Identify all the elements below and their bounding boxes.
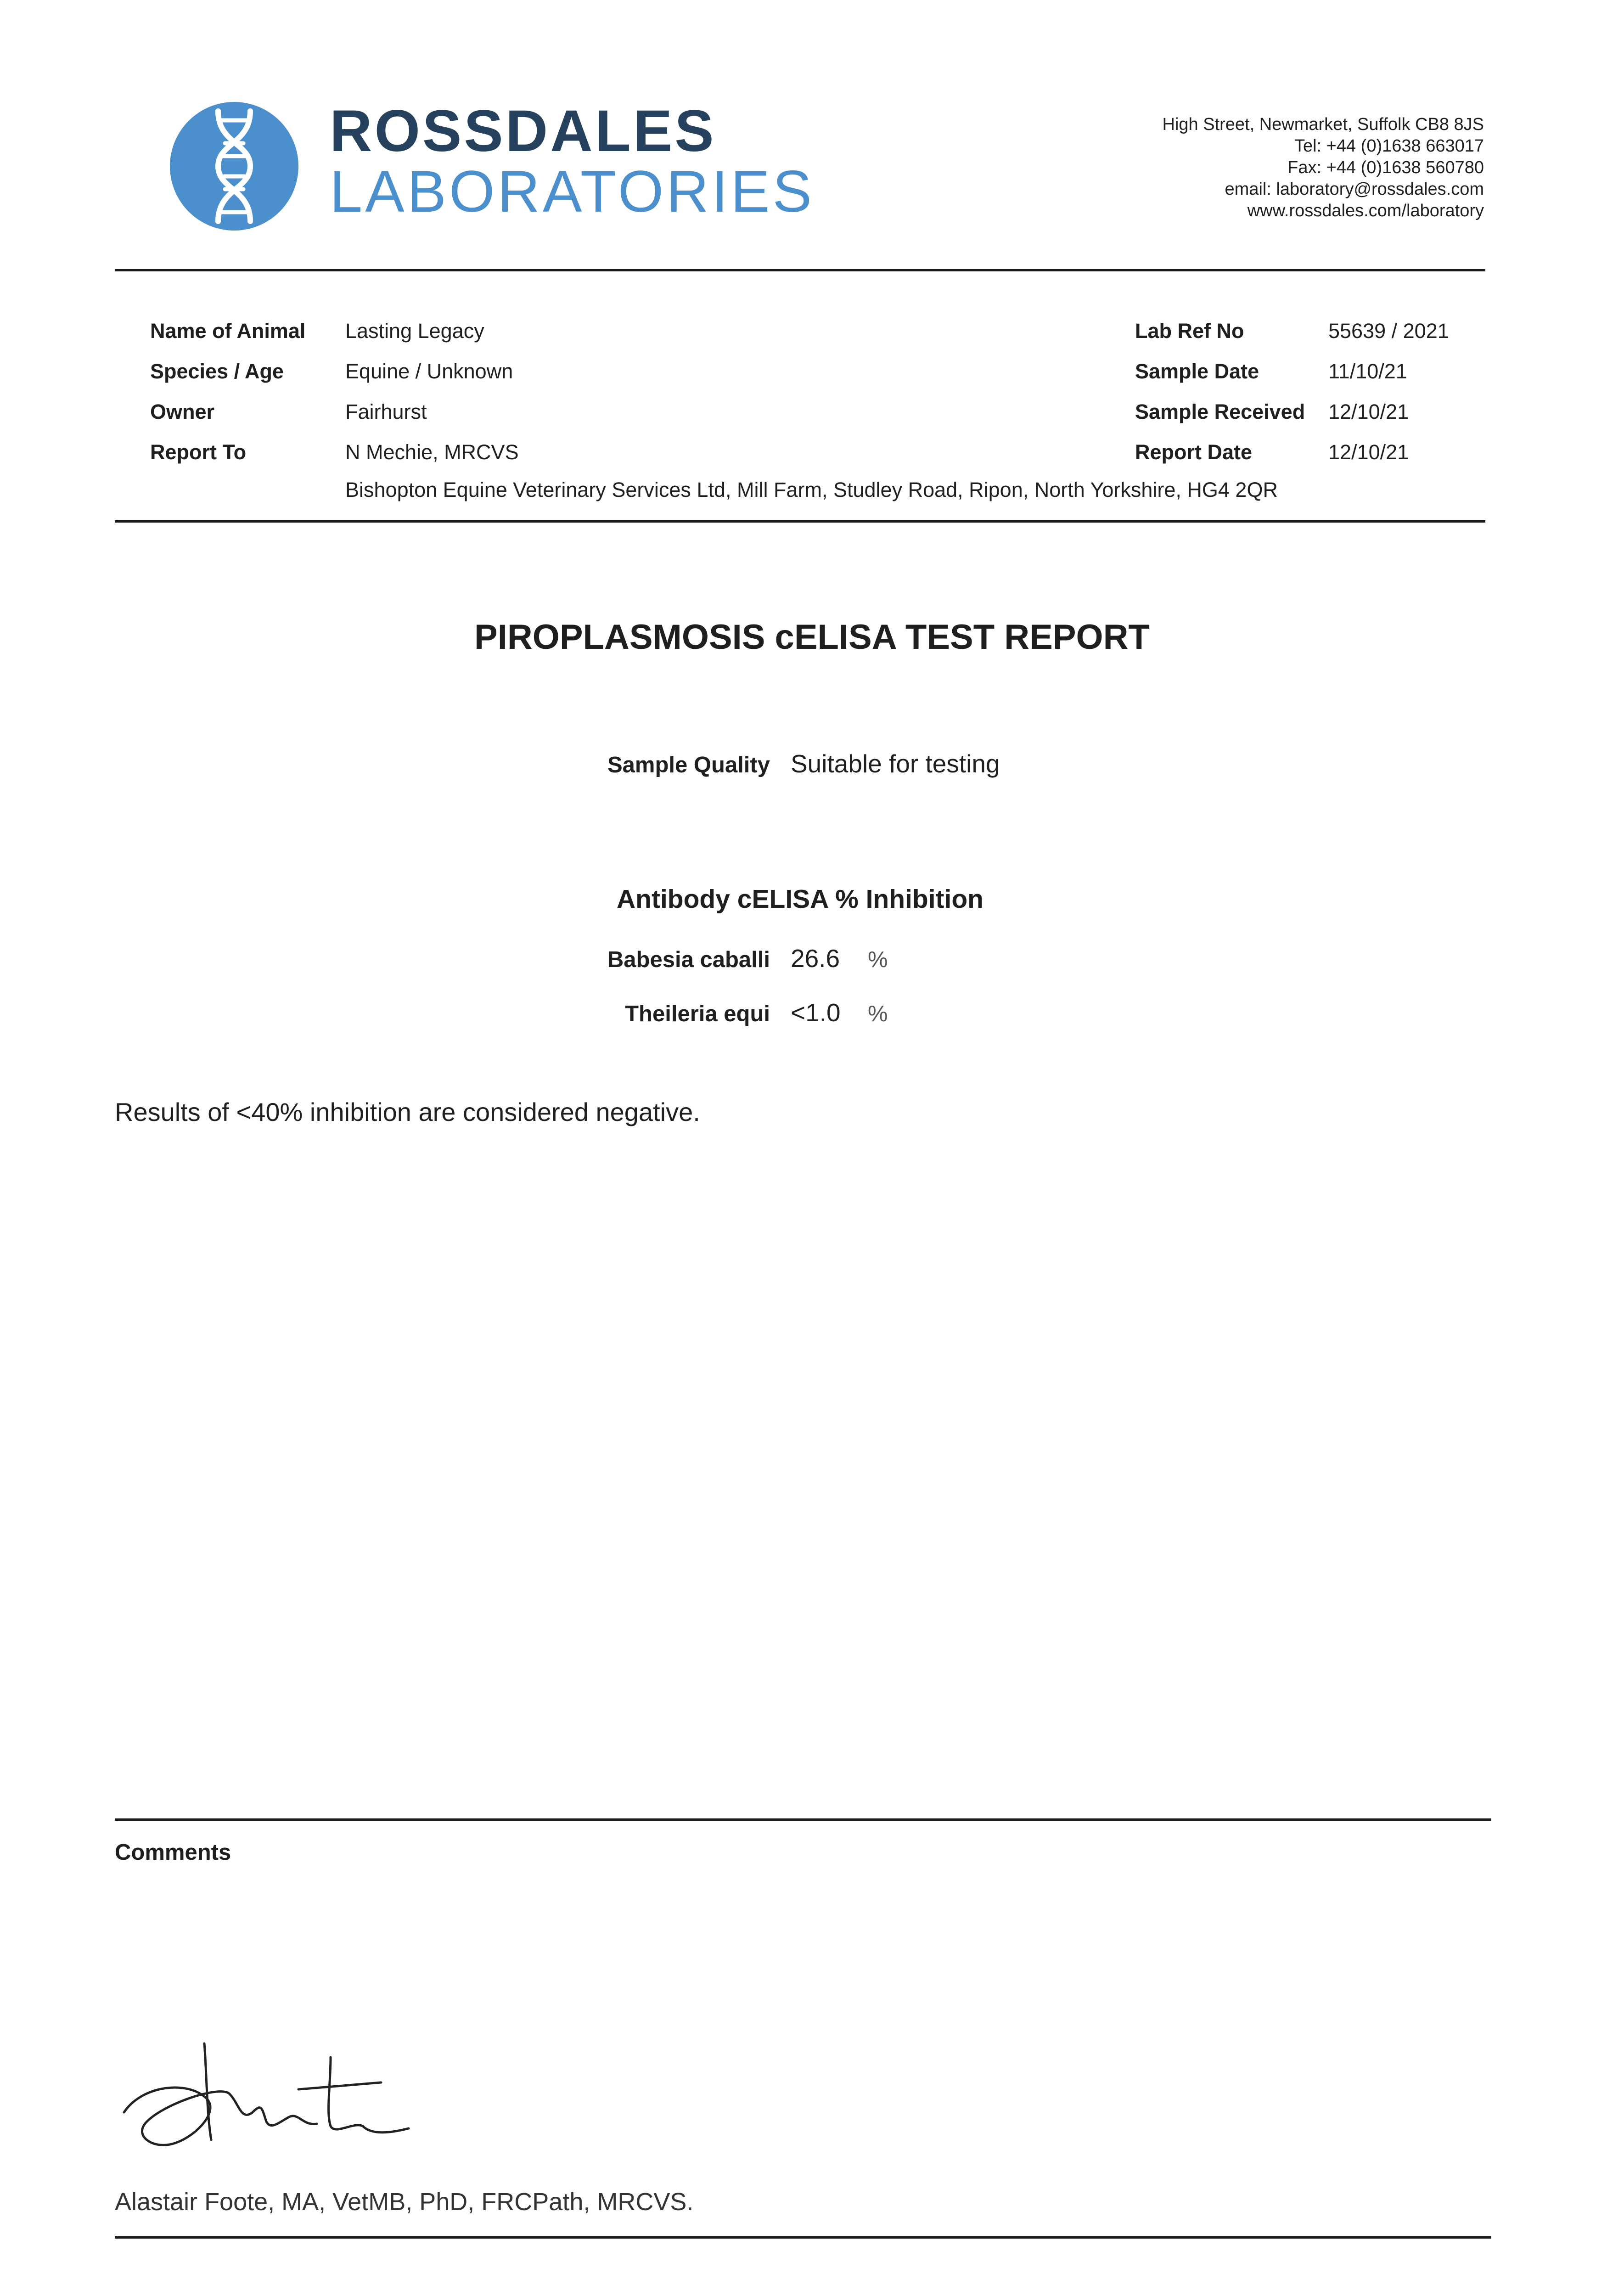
- owner: Fairhurst: [345, 400, 427, 423]
- sample-received: 12/10/21: [1328, 400, 1409, 423]
- result-value: 26.6: [791, 944, 840, 973]
- interpretation-note: Results of <40% inhibition are considered negative.: [115, 1097, 700, 1126]
- sample-date: 11/10/21: [1328, 360, 1407, 383]
- contact-email: email: laboratory@rossdales.com: [1225, 180, 1484, 199]
- comments-divider: [115, 1818, 1491, 1821]
- result-unit: %: [868, 947, 888, 972]
- report-date-label: Report Date: [1135, 440, 1253, 464]
- report-date: 12/10/21: [1328, 440, 1409, 464]
- footer-divider: [115, 2236, 1491, 2239]
- sample-received-label: Sample Received: [1135, 400, 1305, 423]
- report-to-label: Report To: [150, 440, 247, 464]
- signature-image: [115, 2030, 482, 2158]
- contact-fax: Fax: +44 (0)1638 560780: [1287, 158, 1484, 177]
- animal-name: Lasting Legacy: [345, 319, 484, 343]
- brand-subtitle: LABORATORIES: [330, 159, 815, 225]
- result-unit: %: [868, 1002, 888, 1026]
- name-label: Name of Animal: [150, 319, 306, 343]
- section-title: Antibody cELISA % Inhibition: [617, 884, 984, 914]
- comments-label: Comments: [115, 1840, 231, 1865]
- owner-label: Owner: [150, 400, 215, 423]
- report-to-address: Bishopton Equine Veterinary Services Ltd, Mill Farm, Studley Road, Ripon, North Yorkshire, HG4 2QR: [345, 478, 1278, 501]
- lab-ref: 55639 / 2021: [1328, 319, 1449, 343]
- report-to: N Mechie, MRCVS: [345, 440, 519, 464]
- result-label: Babesia caballi: [607, 947, 770, 972]
- report-title: PIROPLASMOSIS cELISA TEST REPORT: [474, 618, 1150, 657]
- sample-quality: Suitable for testing: [791, 749, 1000, 778]
- dna-helix-icon: [170, 102, 298, 231]
- contact-tel: Tel: +44 (0)1638 663017: [1294, 136, 1484, 156]
- species-age: Equine / Unknown: [345, 360, 513, 383]
- info-divider: [115, 520, 1485, 523]
- header-divider: [115, 269, 1485, 271]
- result-value: <1.0: [791, 998, 841, 1027]
- contact-address: High Street, Newmarket, Suffolk CB8 8JS: [1162, 115, 1484, 134]
- contact-web: www.rossdales.com/laboratory: [1247, 201, 1484, 220]
- result-label: Theileria equi: [625, 1002, 770, 1026]
- brand-name: ROSSDALES: [330, 98, 716, 164]
- lab-ref-label: Lab Ref No: [1135, 319, 1244, 343]
- signer-name: Alastair Foote, MA, VetMB, PhD, FRCPath, MRCVS.: [115, 2188, 694, 2216]
- sample-quality-label: Sample Quality: [607, 753, 770, 777]
- contact-block: [1163, 114, 1484, 222]
- sample-date-label: Sample Date: [1135, 360, 1259, 383]
- species-label: Species / Age: [150, 360, 284, 383]
